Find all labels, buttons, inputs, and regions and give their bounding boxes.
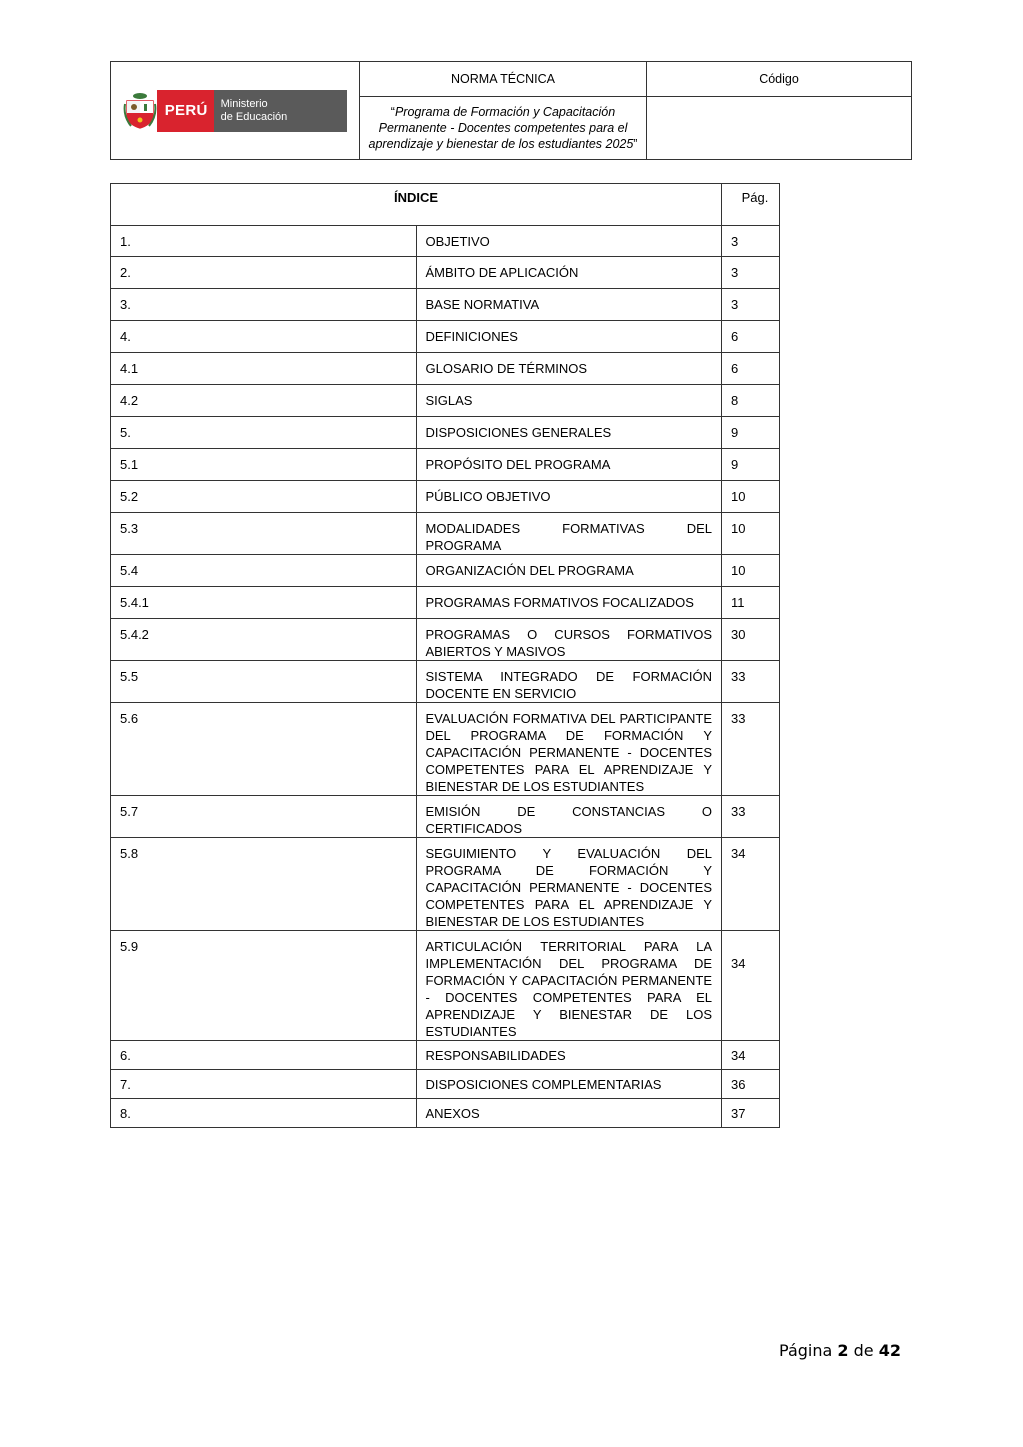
total-pages: 42 bbox=[878, 1341, 901, 1360]
index-row bbox=[111, 1070, 780, 1099]
index-row-title: EVALUACIÓN FORMATIVA DEL PARTICIPANTE DEL PROGRAMA DE FORMACIÓN Y CAPACITACIÓN PERMANENTE - DOCENTES COMPETENTES PARA EL APRENDIZAJE Y BIENESTAR DE LOS ESTUDIANTES bbox=[416, 703, 722, 796]
index-row-number: 4. bbox=[111, 321, 417, 353]
index-row-page: 11 bbox=[722, 587, 780, 619]
index-row-number: 5.9 bbox=[111, 931, 417, 1041]
index-row-number: 4.1 bbox=[111, 353, 417, 385]
index-row-number: 5.4 bbox=[111, 555, 417, 587]
index-row bbox=[111, 619, 780, 661]
index-row-page: 33 bbox=[722, 796, 780, 838]
ministerio-label bbox=[214, 90, 348, 132]
index-row-page: 10 bbox=[722, 481, 780, 513]
index-row bbox=[111, 703, 780, 796]
open-quote: “ bbox=[390, 105, 395, 119]
index-row-number: 5.4.1 bbox=[111, 587, 417, 619]
index-row bbox=[111, 513, 780, 555]
index-row-page: 10 bbox=[722, 555, 780, 587]
index-row-number: 1. bbox=[111, 226, 417, 257]
index-row-title: RESPONSABILIDADES bbox=[416, 1041, 722, 1070]
index-row bbox=[111, 931, 780, 1041]
index-row-page: 6 bbox=[722, 321, 780, 353]
index-row-number: 7. bbox=[111, 1070, 417, 1099]
index-row-title: DISPOSICIONES GENERALES bbox=[416, 417, 722, 449]
codigo-label: Código bbox=[647, 62, 912, 97]
index-title: ÍNDICE bbox=[111, 184, 722, 226]
minedu-logo bbox=[123, 90, 348, 132]
index-row-title: PROPÓSITO DEL PROGRAMA bbox=[416, 449, 722, 481]
index-row-title: ORGANIZACIÓN DEL PROGRAMA bbox=[416, 555, 722, 587]
index-row-number: 8. bbox=[111, 1099, 417, 1128]
index-row-page: 10 bbox=[722, 513, 780, 555]
index-row-title: PROGRAMAS FORMATIVOS FOCALIZADOS bbox=[416, 587, 722, 619]
norma-tecnica-label: NORMA TÉCNICA bbox=[360, 62, 647, 97]
index-row-title: ÁMBITO DE APLICACIÓN bbox=[416, 257, 722, 289]
index-row-number: 2. bbox=[111, 257, 417, 289]
close-quote: ” bbox=[633, 137, 638, 151]
index-row-number: 3. bbox=[111, 289, 417, 321]
index-row-title: DISPOSICIONES COMPLEMENTARIAS bbox=[416, 1070, 722, 1099]
index-row bbox=[111, 353, 780, 385]
index-row-number: 6. bbox=[111, 1041, 417, 1070]
index-row-title: BASE NORMATIVA bbox=[416, 289, 722, 321]
footer-middle: de bbox=[853, 1341, 874, 1360]
index-row-title: ANEXOS bbox=[416, 1099, 722, 1128]
index-row bbox=[111, 1041, 780, 1070]
index-row-page: 33 bbox=[722, 703, 780, 796]
index-row-number: 5. bbox=[111, 417, 417, 449]
index-row-page: 9 bbox=[722, 417, 780, 449]
index-row-title: MODALIDADES FORMATIVAS DEL PROGRAMA bbox=[416, 513, 722, 555]
index-row-number: 5.4.2 bbox=[111, 619, 417, 661]
peru-coat-of-arms-icon bbox=[123, 90, 157, 132]
index-row-page: 30 bbox=[722, 619, 780, 661]
index-row-number: 5.6 bbox=[111, 703, 417, 796]
index-row-page: 36 bbox=[722, 1070, 780, 1099]
index-row-number: 5.7 bbox=[111, 796, 417, 838]
index-row-number: 5.5 bbox=[111, 661, 417, 703]
index-row bbox=[111, 226, 780, 257]
programa-title bbox=[360, 97, 647, 160]
index-row bbox=[111, 289, 780, 321]
index-row-number: 5.1 bbox=[111, 449, 417, 481]
index-row-page: 9 bbox=[722, 449, 780, 481]
current-page: 2 bbox=[837, 1341, 849, 1360]
footer-prefix: Página bbox=[779, 1341, 833, 1360]
index-row bbox=[111, 555, 780, 587]
index-row-number: 5.8 bbox=[111, 838, 417, 931]
index-row-title: PÚBLICO OBJETIVO bbox=[416, 481, 722, 513]
ministerio-line-2: de Educación bbox=[220, 110, 288, 123]
index-row-page: 3 bbox=[722, 289, 780, 321]
index-row-page: 34 bbox=[722, 931, 780, 1041]
index-row-title: ARTICULACIÓN TERRITORIAL PARA LA IMPLEMENTACIÓN DEL PROGRAMA DE FORMACIÓN Y CAPACITACIÓN PERMANENTE - DOCENTES COMPETENTES PARA EL APRENDIZAJE Y BIENESTAR DE LOS ESTUDIANTES bbox=[416, 931, 722, 1041]
index-row-number: 5.2 bbox=[111, 481, 417, 513]
index-row bbox=[111, 385, 780, 417]
ministerio-line-1: Ministerio bbox=[220, 97, 268, 110]
index-row-title: GLOSARIO DE TÉRMINOS bbox=[416, 353, 722, 385]
index-row-title: DEFINICIONES bbox=[416, 321, 722, 353]
index-row-page: 34 bbox=[722, 838, 780, 931]
index-row-page: 8 bbox=[722, 385, 780, 417]
index-row-page: 3 bbox=[722, 226, 780, 257]
index-row-title: OBJETIVO bbox=[416, 226, 722, 257]
index-row bbox=[111, 481, 780, 513]
index-row-page: 37 bbox=[722, 1099, 780, 1128]
index-table bbox=[110, 183, 780, 1128]
index-header-row bbox=[111, 184, 780, 226]
index-row-title: SIGLAS bbox=[416, 385, 722, 417]
page-footer bbox=[779, 1341, 901, 1360]
logo-cell bbox=[111, 62, 360, 160]
index-row-title: SEGUIMIENTO Y EVALUACIÓN DEL PROGRAMA DE FORMACIÓN Y CAPACITACIÓN PERMANENTE - DOCENTES COMPETENTES PARA EL APRENDIZAJE Y BIENESTAR DE LOS ESTUDIANTES bbox=[416, 838, 722, 931]
programa-text: Programa de Formación y Capacitación Permanente - Docentes competentes para el aprendizaje y bienestar de los estudiantes 2025 bbox=[368, 105, 634, 151]
index-row-page: 33 bbox=[722, 661, 780, 703]
index-row-page: 6 bbox=[722, 353, 780, 385]
index-row bbox=[111, 661, 780, 703]
index-row bbox=[111, 321, 780, 353]
index-row-page: 3 bbox=[722, 257, 780, 289]
index-row bbox=[111, 838, 780, 931]
index-row bbox=[111, 1099, 780, 1128]
index-row-title: PROGRAMAS O CURSOS FORMATIVOS ABIERTOS Y MASIVOS bbox=[416, 619, 722, 661]
index-row-page: 34 bbox=[722, 1041, 780, 1070]
index-row-title: EMISIÓN DE CONSTANCIAS O CERTIFICADOS bbox=[416, 796, 722, 838]
index-row-title: SISTEMA INTEGRADO DE FORMACIÓN DOCENTE EN SERVICIO bbox=[416, 661, 722, 703]
index-row bbox=[111, 796, 780, 838]
index-row bbox=[111, 587, 780, 619]
codigo-value bbox=[647, 97, 912, 160]
index-row-number: 4.2 bbox=[111, 385, 417, 417]
index-row bbox=[111, 257, 780, 289]
index-row bbox=[111, 449, 780, 481]
page-column-header: Pág. bbox=[722, 184, 780, 226]
index-row-number: 5.3 bbox=[111, 513, 417, 555]
index-row bbox=[111, 417, 780, 449]
document-header bbox=[110, 61, 912, 160]
peru-label: PERÚ bbox=[157, 90, 214, 132]
